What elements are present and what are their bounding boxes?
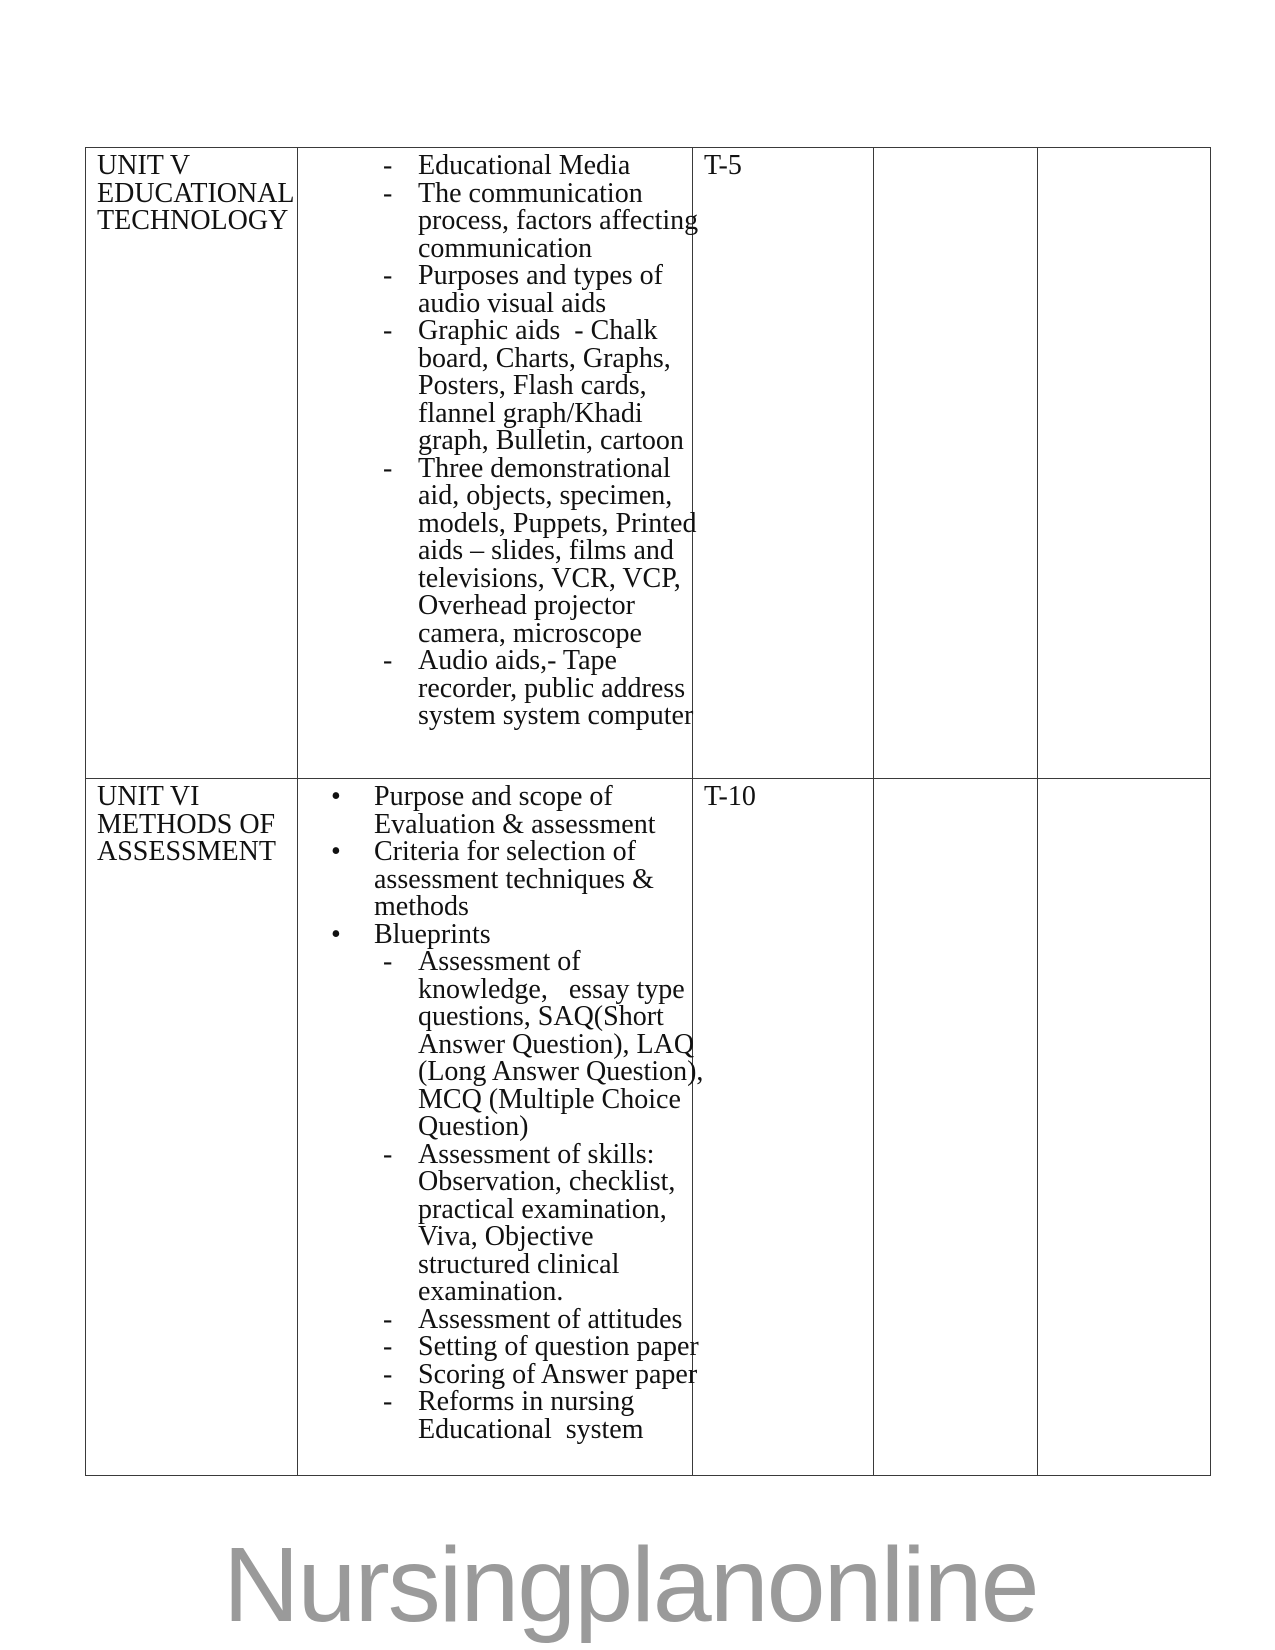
table-row — [86, 148, 1211, 779]
text-line: system system computer — [418, 700, 694, 731]
watermark-text: Nursingplanonline — [223, 1526, 1038, 1644]
unit-title-line: UNIT VI — [97, 781, 200, 812]
list-item — [298, 152, 692, 180]
list-item — [298, 1358, 698, 1390]
text-line: Answer Question), LAQ — [418, 1028, 695, 1060]
text-line: Viva, Objective — [418, 1221, 594, 1252]
text-line: structured clinical — [418, 1248, 620, 1280]
text-line: flannel graph/Khadi — [418, 397, 643, 429]
list-item — [298, 647, 692, 730]
empty-cell — [874, 779, 1038, 1476]
list-item — [298, 1303, 692, 1335]
text-line: Reforms in nursing — [418, 1386, 635, 1417]
text-line: models, Puppets, Printed — [418, 507, 697, 539]
text-line: Purposes and types of — [418, 260, 663, 291]
text-line: aids – slides, films and — [418, 535, 674, 566]
list-item — [298, 177, 699, 264]
teaching-hours-cell: T-10 — [693, 779, 874, 1476]
list-item-text — [418, 1303, 692, 1335]
unit-title-line: TECHNOLOGY — [97, 205, 289, 236]
text-line: aid, objects, specimen, — [418, 480, 673, 511]
syllabus-table — [85, 147, 1211, 1476]
list-item-text — [418, 1388, 692, 1443]
text-line: Educational Media — [418, 150, 631, 181]
bullet-dash-icon: - — [383, 1386, 393, 1417]
unit-title-line: UNIT V — [97, 150, 191, 181]
bullet-dash-icon: - — [383, 315, 393, 346]
text-line: recorder, public address — [418, 672, 686, 704]
list-item-text — [418, 177, 699, 264]
text-line: Assessment of attitudes — [418, 1303, 683, 1335]
list-item-text — [418, 1331, 699, 1362]
list-item — [298, 783, 692, 838]
text-line: knowledge, essay type — [418, 973, 685, 1005]
empty-cell — [874, 148, 1038, 779]
text-line: communication — [418, 232, 593, 264]
text-line: Three demonstrational — [418, 452, 671, 484]
text-line: Overhead projector — [418, 590, 635, 621]
list-item — [298, 262, 692, 317]
text-line: Assessment of — [418, 946, 581, 977]
text-line: board, Charts, Graphs, — [418, 342, 671, 374]
list-item — [298, 918, 692, 950]
text-line: Educational system — [418, 1413, 644, 1445]
text-line: (Long Answer Question), — [418, 1056, 704, 1087]
empty-cell — [1038, 779, 1211, 1476]
text-line: televisions, VCR, VCP, — [418, 562, 681, 594]
text-line: Setting of question paper — [418, 1331, 699, 1362]
list-item — [298, 1388, 692, 1443]
list-item — [298, 1138, 692, 1307]
text-line: methods — [374, 891, 469, 922]
text-line: graph, Bulletin, cartoon — [418, 425, 684, 456]
text-line: Blueprints — [374, 918, 491, 950]
list-item-text — [418, 262, 692, 317]
list-item — [298, 838, 692, 921]
empty-cell — [1038, 148, 1211, 779]
list-item-text — [374, 918, 692, 950]
text-line: Scoring of Answer paper — [418, 1358, 698, 1390]
bullet-dot-icon: • — [331, 836, 341, 867]
unit-title-cell — [86, 148, 298, 779]
bullet-dash-icon: - — [383, 1358, 393, 1390]
text-line: Audio aids,- Tape — [418, 645, 617, 676]
text-line: Graphic aids - Chalk — [418, 315, 658, 346]
text-line: Observation, checklist, — [418, 1166, 676, 1197]
bullet-dash-icon: - — [383, 1138, 393, 1170]
list-item-text — [418, 647, 692, 730]
text-line: assessment techniques & — [374, 863, 654, 895]
text-line: Posters, Flash cards, — [418, 370, 647, 401]
list-item — [298, 1331, 699, 1362]
list-item-text — [374, 783, 692, 838]
bullet-dash-icon: - — [383, 946, 393, 977]
list-item-text — [374, 838, 692, 921]
list-item — [298, 452, 697, 649]
text-line: Purpose and scope of — [374, 781, 613, 812]
bullet-dot-icon: • — [331, 781, 341, 812]
list-item-text — [418, 946, 704, 1142]
text-line: The communication — [418, 177, 643, 209]
text-line: Evaluation & assessment — [374, 808, 656, 840]
bullet-dash-icon: - — [383, 1303, 393, 1335]
bullet-dot-icon: • — [331, 918, 341, 950]
text-line: MCQ (Multiple Choice — [418, 1083, 681, 1115]
content-cell — [298, 148, 699, 779]
bullet-dash-icon: - — [383, 452, 393, 484]
bullet-dash-icon: - — [383, 150, 393, 181]
list-item-text — [418, 152, 692, 180]
list-item — [298, 317, 692, 455]
text-line: audio visual aids — [418, 287, 607, 319]
text-line: questions, SAQ(Short — [418, 1001, 664, 1032]
list-item-text — [418, 317, 692, 455]
text-line: Question) — [418, 1111, 529, 1142]
unit-title-line: ASSESSMENT — [97, 836, 276, 867]
bullet-dash-icon: - — [383, 177, 393, 209]
teaching-hours-cell: T-5 — [693, 148, 874, 779]
text-line: examination. — [418, 1276, 564, 1307]
text-line: Assessment of skills: — [418, 1138, 655, 1170]
list-item-text — [418, 1358, 698, 1390]
unit-title-line: METHODS OF — [97, 808, 276, 840]
table-body — [86, 148, 1211, 1476]
table-row — [86, 779, 1211, 1476]
text-line: camera, microscope — [418, 617, 642, 649]
content-cell — [298, 779, 704, 1476]
bullet-dash-icon: - — [383, 260, 393, 291]
text-line: practical examination, — [418, 1193, 667, 1225]
bullet-dash-icon: - — [383, 645, 393, 676]
bullet-dash-icon: - — [383, 1331, 393, 1362]
text-line: process, factors affecting — [418, 205, 699, 236]
unit-title-cell — [86, 779, 298, 1476]
list-item — [298, 946, 704, 1142]
list-item-text — [418, 452, 697, 649]
list-item-text — [418, 1138, 692, 1307]
unit-title-line: EDUCATIONAL — [97, 177, 295, 209]
text-line: Criteria for selection of — [374, 836, 637, 867]
